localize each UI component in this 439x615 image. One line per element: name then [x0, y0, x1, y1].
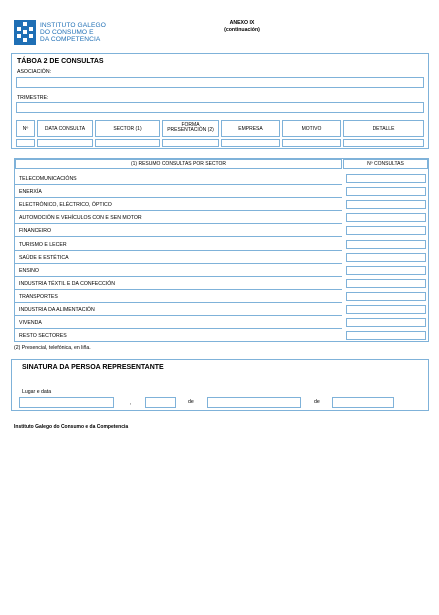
- consultas-table: [16, 120, 424, 146]
- resumo-header-count: Nº CONSULTAS: [343, 159, 428, 169]
- xunta-emblem-icon: [14, 20, 36, 45]
- sector-label: ENERXÍA: [19, 189, 42, 196]
- sector-label: VIVENDA: [19, 320, 42, 327]
- annex-subtitle: (continuación): [224, 27, 260, 34]
- logo: [14, 20, 36, 45]
- asociacion-label: ASOCIACIÓN:: [17, 69, 52, 75]
- row-divider: [15, 289, 342, 290]
- sector-label: SAÚDE E ESTÉTICA: [19, 254, 69, 261]
- sector-label: TURISMO E LECER: [19, 241, 67, 248]
- col-header-n: Nº: [16, 120, 35, 137]
- comma-separator: ,: [130, 400, 132, 406]
- sector-label: FINANCEIRO: [19, 228, 51, 235]
- row-divider: [15, 341, 342, 342]
- row-divider: [15, 315, 342, 316]
- sector-count-field[interactable]: [346, 279, 426, 288]
- sector-label: ENSINO: [19, 267, 39, 274]
- de-label-2: de: [314, 399, 320, 405]
- sector-count-field[interactable]: [346, 213, 426, 222]
- org-name-line-1: INSTITUTO GALEGO: [40, 22, 106, 29]
- signature-title: SINATURA DA PERSOA REPRESENTANTE: [22, 364, 164, 371]
- trimestre-label: TRIMESTRE:: [17, 95, 49, 101]
- row-divider: [15, 197, 342, 198]
- signature-section: [11, 359, 429, 411]
- section-consultas: [11, 53, 429, 149]
- trimestre-field[interactable]: [16, 102, 424, 113]
- sector-label: TRANSPORTES: [19, 293, 58, 300]
- place-field[interactable]: [19, 397, 114, 408]
- resumo-header-sector: (1) RESUMO CONSULTAS POR SECTOR: [15, 159, 342, 169]
- month-field[interactable]: [207, 397, 301, 408]
- day-field[interactable]: [145, 397, 176, 408]
- sector-label: INDUSTRIA DA ALIMENTACIÓN: [19, 307, 95, 313]
- col-header-data: DATA CONSULTA: [37, 120, 93, 137]
- sector-count-field[interactable]: [346, 174, 426, 183]
- footnote: (2) Presencial, telefónica, en liña.: [14, 345, 91, 351]
- annex-title: ANEXO IX: [229, 20, 255, 26]
- cell-n[interactable]: [16, 139, 35, 147]
- sector-count-field[interactable]: [346, 292, 426, 301]
- org-name-line-3: DA COMPETENCIA: [40, 36, 101, 43]
- footer-org-name: Instituto Galego do Consumo e da Competencia: [14, 424, 129, 430]
- sector-count-field[interactable]: [346, 240, 426, 249]
- annex-heading: [210, 21, 274, 33]
- cell-forma[interactable]: [162, 139, 219, 147]
- sector-label: TELECOMUNICACIÓNS: [19, 176, 77, 182]
- sector-label: RESTO SECTORES: [19, 333, 67, 340]
- cell-empresa[interactable]: [221, 139, 280, 147]
- resumo-table: [14, 158, 429, 342]
- sector-count-field[interactable]: [346, 253, 426, 262]
- cell-sector[interactable]: [95, 139, 160, 147]
- sector-count-field[interactable]: [346, 266, 426, 275]
- row-divider: [15, 250, 342, 251]
- col-header-empresa: EMPRESA: [221, 120, 280, 137]
- sector-count-field[interactable]: [346, 318, 426, 327]
- sector-count-field[interactable]: [346, 305, 426, 314]
- sector-count-field[interactable]: [346, 331, 426, 340]
- col-header-detalle: DETALLE: [343, 120, 424, 137]
- cell-detalle[interactable]: [343, 139, 424, 147]
- col-header-motivo: MOTIVO: [282, 120, 341, 137]
- sector-count-field[interactable]: [346, 187, 426, 196]
- row-divider: [15, 302, 342, 303]
- row-divider: [15, 184, 342, 185]
- sector-label: AUTOMOCIÓN E VEHÍCULOS CON E SEN MOTOR: [19, 215, 142, 222]
- col-header-sector: SECTOR (1): [95, 120, 160, 137]
- row-divider: [15, 210, 342, 211]
- cell-motivo[interactable]: [282, 139, 341, 147]
- row-divider: [15, 328, 342, 329]
- place-date-label: Lugar e data: [22, 389, 52, 395]
- col-header-forma: FORMA PRESENTACIÓN (2): [162, 120, 219, 137]
- row-divider: [15, 276, 342, 277]
- section-title: TÁBOA 2 DE CONSULTAS: [17, 58, 104, 65]
- row-divider: [15, 223, 342, 224]
- row-divider: [15, 236, 342, 237]
- row-divider: [15, 263, 342, 264]
- sector-label: INDUSTRIA TÉXTIL E DA CONFECCIÓN: [19, 280, 115, 287]
- sector-label: ELECTRÓNICO, ELÉCTRICO, ÓPTICO: [19, 202, 112, 209]
- org-name-line-2: DO CONSUMO E: [40, 29, 94, 36]
- cell-data[interactable]: [37, 139, 93, 147]
- org-name: [40, 22, 106, 43]
- sector-count-field[interactable]: [346, 200, 426, 209]
- asociacion-field[interactable]: [16, 77, 424, 88]
- de-label-1: de: [188, 399, 194, 405]
- sector-count-field[interactable]: [346, 226, 426, 235]
- year-field[interactable]: [332, 397, 394, 408]
